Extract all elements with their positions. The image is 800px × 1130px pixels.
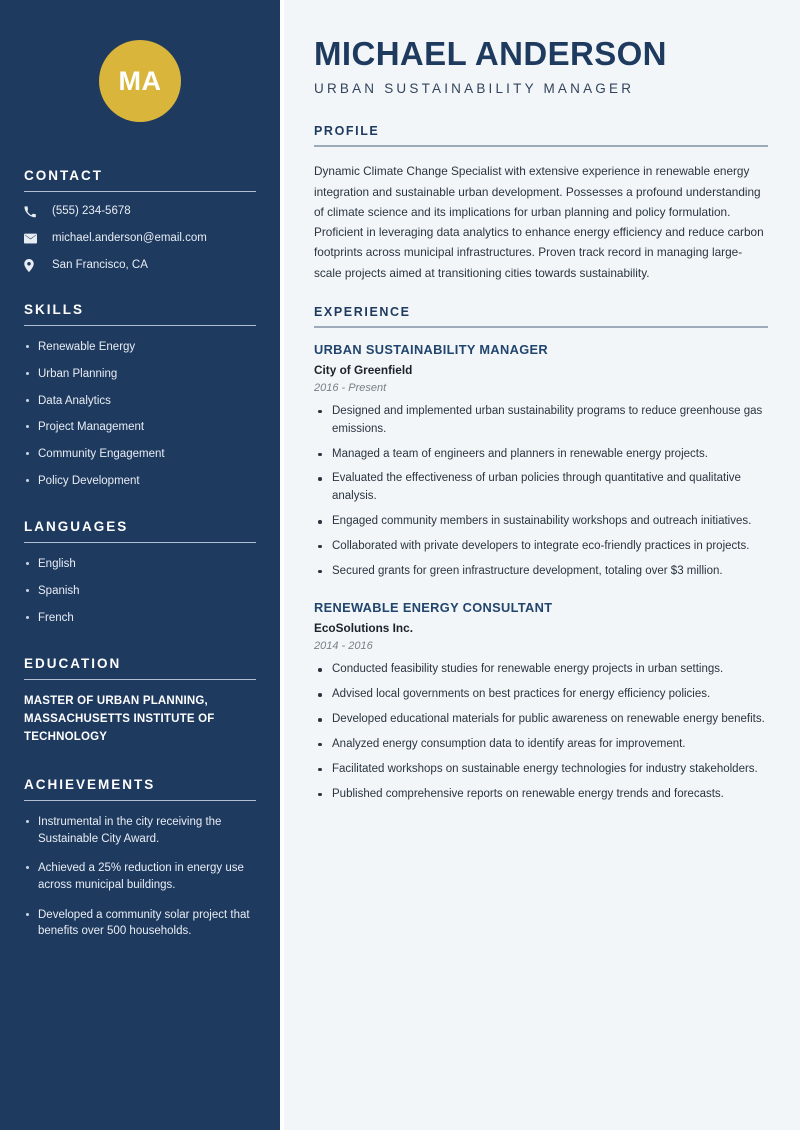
- sidebar-section-skills: [24, 302, 256, 489]
- list-item: Renewable Energy: [24, 339, 256, 356]
- list-item: Developed a community solar project that benefits over 500 households.: [24, 907, 256, 940]
- experience-entry: [314, 600, 768, 803]
- list-item: Collaborated with private developers to integrate eco-friendly practices in projects.: [314, 538, 768, 556]
- experience-job-title: RENEWABLE ENERGY CONSULTANT: [314, 600, 553, 616]
- experience-heading: EXPERIENCE: [314, 304, 411, 319]
- experience-bullet-list: [314, 661, 768, 803]
- page-title: MICHAEL ANDERSON: [314, 35, 667, 72]
- main-content: [280, 0, 800, 1130]
- experience-company: City of Greenfield: [314, 362, 413, 377]
- phone-icon: [24, 206, 42, 218]
- skills-divider: [24, 325, 256, 326]
- sidebar-section-achievements: [24, 777, 256, 940]
- list-item: Policy Development: [24, 473, 256, 490]
- experience-dates: 2016 - Present: [314, 381, 387, 394]
- list-item: Evaluated the effectiveness of urban policies through quantitative and qualitative analysis.: [314, 470, 768, 506]
- contact-item-location[interactable]: [24, 259, 256, 273]
- contact-divider: [24, 191, 256, 192]
- contact-email-value: michael.anderson@email.com: [52, 231, 207, 244]
- contact-item-phone[interactable]: [24, 205, 256, 219]
- languages-divider: [24, 542, 256, 543]
- achievements-heading: ACHIEVEMENTS: [24, 776, 156, 792]
- list-item: Developed educational materials for public awareness on renewable energy benefits.: [314, 711, 768, 729]
- profile-text: Dynamic Climate Change Specialist with extensive experience in renewable energy integration and sustainable urban development. Possesses a profound understanding of climate science and its implications for urban planning and policy formulation. Proficient in leveraging data analytics to enhance energy efficiency and reduce carbon footprints across municipal infrastructures. Proven track record in managing large-scale projects aimed at transitioning cities towards sustainability.: [314, 164, 764, 280]
- experience-dates: 2014 - 2016: [314, 640, 373, 653]
- list-item: Designed and implemented urban sustainability programs to reduce greenhouse gas emissions.: [314, 403, 768, 439]
- experience-company: EcoSolutions Inc.: [314, 621, 413, 636]
- contact-list: [24, 205, 256, 272]
- sidebar: [0, 0, 280, 1130]
- job-subtitle: URBAN SUSTAINABILITY MANAGER: [314, 81, 635, 97]
- contact-location-value: San Francisco, CA: [52, 258, 148, 271]
- list-item: Conducted feasibility studies for renewable energy projects in urban settings.: [314, 661, 768, 679]
- avatar-initials: MA: [118, 65, 162, 96]
- list-item: Instrumental in the city receiving the Sustainable City Award.: [24, 814, 256, 847]
- sidebar-section-contact: [24, 168, 256, 272]
- profile-divider: [314, 145, 768, 147]
- list-item: Facilitated workshops on sustainable energy technologies for industry stakeholders.: [314, 761, 768, 779]
- avatar: [99, 40, 181, 122]
- list-item: Advised local governments on best practices for energy efficiency policies.: [314, 686, 768, 704]
- experience-entry: [314, 342, 768, 581]
- contact-heading: CONTACT: [24, 168, 103, 183]
- list-item: Secured grants for green infrastructure development, totaling over $3 million.: [314, 563, 768, 581]
- avatar-container: [24, 0, 256, 168]
- list-item: Analyzed energy consumption data to identify areas for improvement.: [314, 736, 768, 754]
- sidebar-section-languages: [24, 519, 256, 626]
- list-item: Project Management: [24, 419, 256, 436]
- list-item: Managed a team of engineers and planners in renewable energy projects.: [314, 446, 768, 464]
- experience-bullet-list: [314, 403, 768, 581]
- list-item: Community Engagement: [24, 446, 256, 463]
- languages-heading: LANGUAGES: [24, 519, 129, 535]
- experience-job-title: URBAN SUSTAINABILITY MANAGER: [314, 341, 548, 357]
- list-item: Urban Planning: [24, 366, 256, 383]
- languages-list: [24, 556, 256, 626]
- education-heading: EDUCATION: [24, 656, 122, 672]
- list-item: French: [24, 610, 256, 627]
- location-pin-icon: [24, 259, 42, 272]
- email-icon: [24, 233, 42, 244]
- education-entry: MASTER OF URBAN PLANNING, MASSACHUSETTS INSTITUTE OF TECHNOLOGY: [24, 695, 215, 744]
- list-item: Achieved a 25% reduction in energy use across municipal buildings.: [24, 860, 256, 893]
- skills-list: [24, 339, 256, 489]
- education-divider: [24, 679, 256, 680]
- skills-heading: SKILLS: [24, 302, 85, 318]
- list-item: Engaged community members in sustainability workshops and outreach initiatives.: [314, 513, 768, 531]
- achievements-divider: [24, 800, 256, 801]
- section-experience: [314, 305, 768, 803]
- list-item: English: [24, 556, 256, 573]
- list-item: Data Analytics: [24, 393, 256, 410]
- list-item: Published comprehensive reports on renewable energy trends and forecasts.: [314, 786, 768, 804]
- sidebar-section-education: [24, 656, 256, 746]
- achievements-list: [24, 814, 256, 940]
- contact-item-email[interactable]: [24, 232, 256, 246]
- contact-phone-value: (555) 234-5678: [52, 205, 131, 217]
- experience-divider: [314, 326, 768, 328]
- profile-heading: PROFILE: [314, 124, 380, 139]
- list-item: Spanish: [24, 583, 256, 600]
- section-profile: [314, 124, 768, 283]
